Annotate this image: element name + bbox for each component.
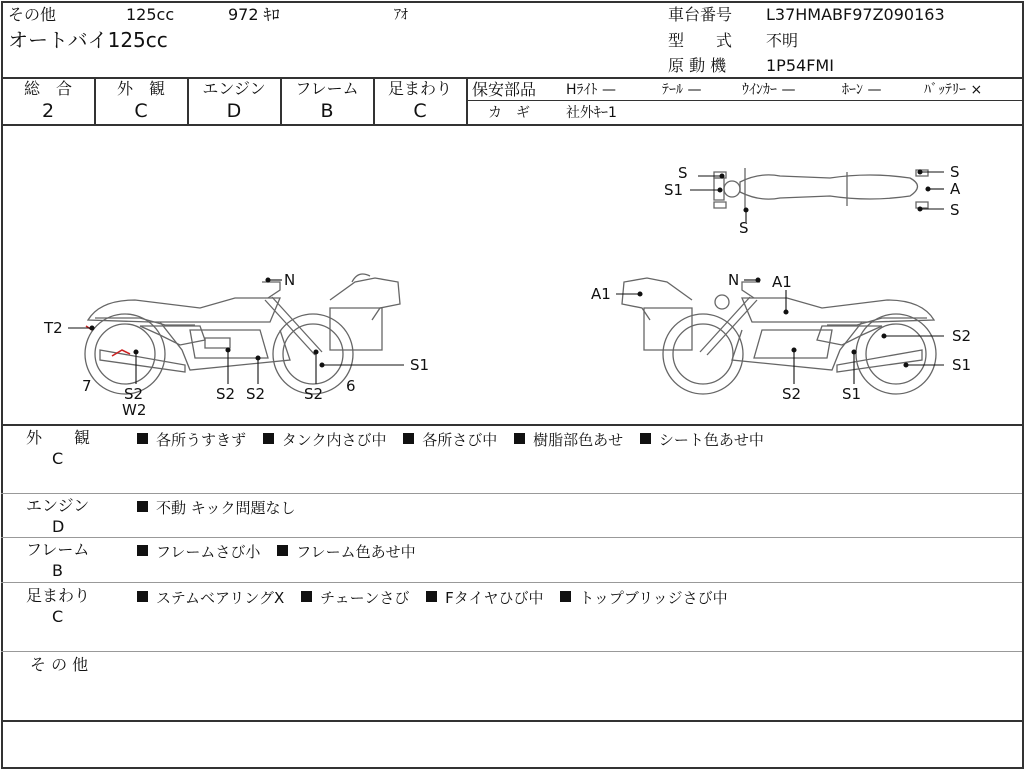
key-label: カ ギ	[488, 105, 530, 121]
section-suspension-grade: C	[52, 607, 64, 626]
diagram-label: S1	[410, 356, 430, 374]
grade-overall-label: 総 合	[23, 79, 72, 98]
diagram-label: S1	[664, 181, 684, 199]
diagram-label: T2	[44, 319, 63, 337]
grade-engine-value: D	[226, 100, 242, 122]
engine-value: 1P54FMI	[766, 56, 834, 75]
diagram-label: S2	[304, 385, 324, 403]
diagram-label: S	[678, 164, 688, 182]
diagram-label: A1	[591, 285, 611, 303]
frame-item: フレーム色あせ中	[296, 543, 416, 561]
frame-item: フレームさび小	[156, 543, 261, 561]
grade-overall-value: 2	[41, 100, 55, 122]
section-suspension-items	[137, 587, 740, 608]
suspension-item: トップブリッジさび中	[579, 589, 728, 607]
frame-no-label: 車台番号	[668, 5, 733, 24]
section-suspension-label: 足まわり	[26, 586, 91, 605]
safety-item-horn: ﾎｰﾝ —	[842, 82, 882, 98]
diagram-label: S2	[782, 385, 802, 403]
diagram-label: S2	[124, 385, 144, 403]
section-exterior-items	[137, 429, 776, 450]
diagram-label: S1	[842, 385, 862, 403]
grade-suspension-label: 足まわり	[387, 79, 452, 98]
grade-engine-label: エンジン	[202, 79, 266, 98]
diagram-label: A1	[772, 273, 792, 291]
color-value: ｱｵ	[394, 7, 408, 23]
top-view-bike-drawing	[714, 168, 928, 210]
section-frame-items	[137, 541, 428, 562]
exterior-item: タンク内さび中	[281, 431, 387, 449]
safety-item-headlight: Hﾗｲﾄ —	[566, 82, 616, 98]
engine-item: 不動 キック問題なし	[156, 499, 296, 517]
vehicle-name: オートバイ125cc	[8, 28, 168, 52]
grade-exterior-label: 外 観	[116, 79, 165, 98]
grade-frame-label: フレーム	[295, 79, 359, 98]
diagram-label: W2	[122, 401, 147, 419]
diagram-label: S	[739, 219, 749, 237]
exterior-item: 樹脂部色あせ	[533, 431, 624, 449]
safety-item-winker: ｳｲﾝｶｰ —	[742, 82, 796, 98]
diagram-label: S	[950, 201, 960, 219]
suspension-item: ステムベアリングX	[156, 589, 285, 607]
grade-suspension-value: C	[413, 100, 427, 122]
diagram-label: S2	[216, 385, 236, 403]
diagram-label: N	[284, 271, 296, 289]
safety-label: 保安部品	[472, 80, 537, 99]
mileage: 972 ｷﾛ	[228, 5, 280, 24]
grade-frame-value: B	[320, 100, 334, 122]
category-label: その他	[8, 5, 57, 24]
displacement: 125cc	[126, 5, 175, 24]
diagram-label: N	[728, 271, 740, 289]
section-frame-label: フレーム	[26, 540, 90, 559]
section-exterior-label: 外 観	[26, 428, 91, 447]
model-value: 不明	[766, 31, 799, 50]
section-engine-label: エンジン	[26, 496, 90, 515]
key-value: 社外ｷｰ1	[566, 105, 617, 121]
safety-item-battery: ﾊﾞｯﾃﾘｰ ×	[924, 82, 983, 98]
exterior-item: 各所うすきず	[156, 431, 247, 449]
diagram-label: 6	[346, 377, 356, 395]
left-side-bike-drawing	[85, 274, 400, 394]
frame-no: L37HMABF97Z090163	[766, 5, 945, 24]
motorcycle-diagram	[0, 126, 1022, 424]
diagram-label: S	[950, 163, 960, 181]
diagram-label: S1	[952, 356, 972, 374]
suspension-item: Fタイヤひび中	[445, 589, 544, 607]
exterior-item: 各所さび中	[422, 431, 498, 449]
diagram-label: A	[950, 180, 961, 198]
safety-item-tail: ﾃｰﾙ —	[662, 82, 702, 98]
section-exterior-grade: C	[52, 449, 64, 468]
diagram-label: S2	[246, 385, 266, 403]
engine-label: 原 動 機	[668, 56, 727, 75]
suspension-item: チェーンさび	[320, 589, 410, 607]
exterior-item: シート色あせ中	[658, 431, 764, 449]
section-engine-grade: D	[52, 517, 65, 536]
section-frame-grade: B	[52, 561, 63, 580]
diagram-label: 7	[82, 377, 92, 395]
diagram-label: S2	[952, 327, 972, 345]
grade-exterior-value: C	[134, 100, 148, 122]
model-label: 型 式	[668, 31, 733, 50]
section-engine-items	[137, 497, 307, 518]
leader-lines	[68, 170, 944, 384]
section-other-label: そ の 他	[30, 655, 89, 674]
